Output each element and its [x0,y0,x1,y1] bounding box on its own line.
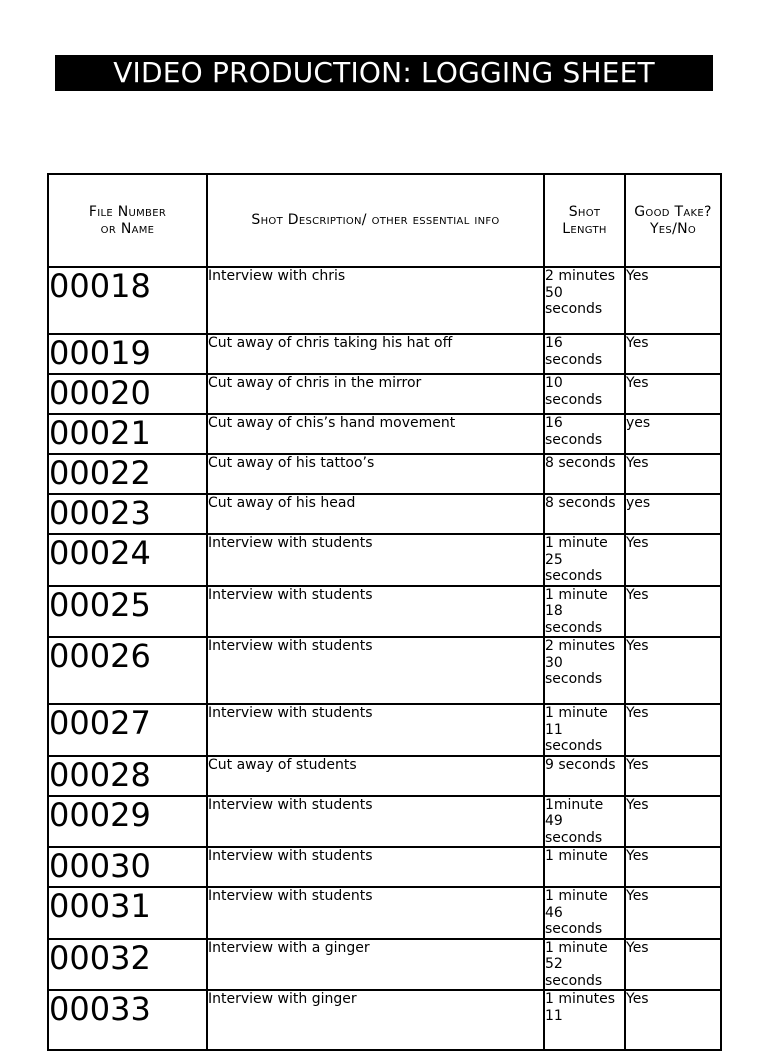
shot-description-cell: Cut away of students [207,756,544,796]
good-take-cell: Yes [625,454,721,494]
logging-table [47,173,722,1051]
header-shot-description [207,174,544,267]
header-length-line2: Length [562,220,607,237]
file-number-cell: 00025 [48,586,207,638]
table-row [48,374,721,414]
shot-description-cell: Cut away of chris in the mirror [207,374,544,414]
good-take-cell: Yes [625,796,721,848]
shot-length-cell: 16 seconds [544,334,625,374]
table-row [48,494,721,534]
file-number-cell: 00022 [48,454,207,494]
shot-length-cell: 8 seconds [544,454,625,494]
file-number-cell: 00031 [48,887,207,939]
good-take-cell: Yes [625,847,721,887]
shot-length-cell: 2 minutes 50 seconds [544,267,625,334]
shot-length-cell: 16 seconds [544,414,625,454]
shot-length-cell: 1 minute 46 seconds [544,887,625,939]
shot-length-cell: 8 seconds [544,494,625,534]
table-row [48,454,721,494]
header-shot-length [544,174,625,267]
shot-length-cell: 9 seconds [544,756,625,796]
shot-length-cell: 1 minute 18 seconds [544,586,625,638]
table-row [48,534,721,586]
table-row [48,267,721,334]
good-take-cell: Yes [625,756,721,796]
table-row [48,704,721,756]
file-number-cell: 00029 [48,796,207,848]
page-title: VIDEO PRODUCTION: LOGGING SHEET [55,55,713,91]
table-row [48,990,721,1050]
header-description-text: Shot Description/ other essential info [251,212,500,228]
shot-description-cell: Interview with students [207,847,544,887]
file-number-cell: 00030 [48,847,207,887]
file-number-cell: 00028 [48,756,207,796]
header-length-line1: Shot [568,203,601,220]
shot-description-cell: Cut away of chis’s hand movement [207,414,544,454]
file-number-cell: 00032 [48,939,207,991]
good-take-cell: Yes [625,374,721,414]
good-take-cell: Yes [625,990,721,1050]
shot-length-cell: 2 minutes 30 seconds [544,637,625,704]
good-take-cell: Yes [625,704,721,756]
shot-description-cell: Interview with students [207,637,544,704]
table-row [48,847,721,887]
shot-description-cell: Interview with students [207,796,544,848]
header-file-line2: or Name [100,220,155,237]
shot-description-cell: Interview with students [207,704,544,756]
header-row [48,174,721,267]
file-number-cell: 00033 [48,990,207,1050]
good-take-cell: yes [625,414,721,454]
shot-length-cell: 1 minute 25 seconds [544,534,625,586]
shot-description-cell: Interview with students [207,586,544,638]
shot-length-cell: 10 seconds [544,374,625,414]
good-take-cell: Yes [625,534,721,586]
table-row [48,796,721,848]
good-take-cell: Yes [625,637,721,704]
shot-length-cell: 1minute 49 seconds [544,796,625,848]
table-row [48,887,721,939]
shot-description-cell: Interview with ginger [207,990,544,1050]
header-file-line1: File Number [88,203,167,220]
good-take-cell: Yes [625,267,721,334]
file-number-cell: 00018 [48,267,207,334]
good-take-cell: Yes [625,334,721,374]
file-number-cell: 00020 [48,374,207,414]
shot-length-cell: 1 minutes 11 [544,990,625,1050]
good-take-cell: Yes [625,586,721,638]
table-row [48,637,721,704]
file-number-cell: 00026 [48,637,207,704]
header-file-number [48,174,207,267]
table-row [48,586,721,638]
file-number-cell: 00023 [48,494,207,534]
header-good-take [625,174,721,267]
shot-description-cell: Interview with a ginger [207,939,544,991]
shot-description-cell: Interview with chris [207,267,544,334]
shot-length-cell: 1 minute [544,847,625,887]
shot-description-cell: Interview with students [207,534,544,586]
shot-length-cell: 1 minute 52 seconds [544,939,625,991]
good-take-cell: Yes [625,887,721,939]
shot-description-cell: Cut away of his tattoo’s [207,454,544,494]
file-number-cell: 00024 [48,534,207,586]
table-row [48,414,721,454]
file-number-cell: 00027 [48,704,207,756]
table-row [48,939,721,991]
shot-description-cell: Interview with students [207,887,544,939]
table-body [48,267,721,1050]
table-row [48,756,721,796]
table-row [48,334,721,374]
file-number-cell: 00021 [48,414,207,454]
good-take-cell: yes [625,494,721,534]
shot-length-cell: 1 minute 11 seconds [544,704,625,756]
shot-description-cell: Cut away of chris taking his hat off [207,334,544,374]
shot-description-cell: Cut away of his head [207,494,544,534]
file-number-cell: 00019 [48,334,207,374]
header-good-line1: Good Take? [634,203,712,220]
good-take-cell: Yes [625,939,721,991]
header-good-line2: Yes/No [649,220,697,237]
